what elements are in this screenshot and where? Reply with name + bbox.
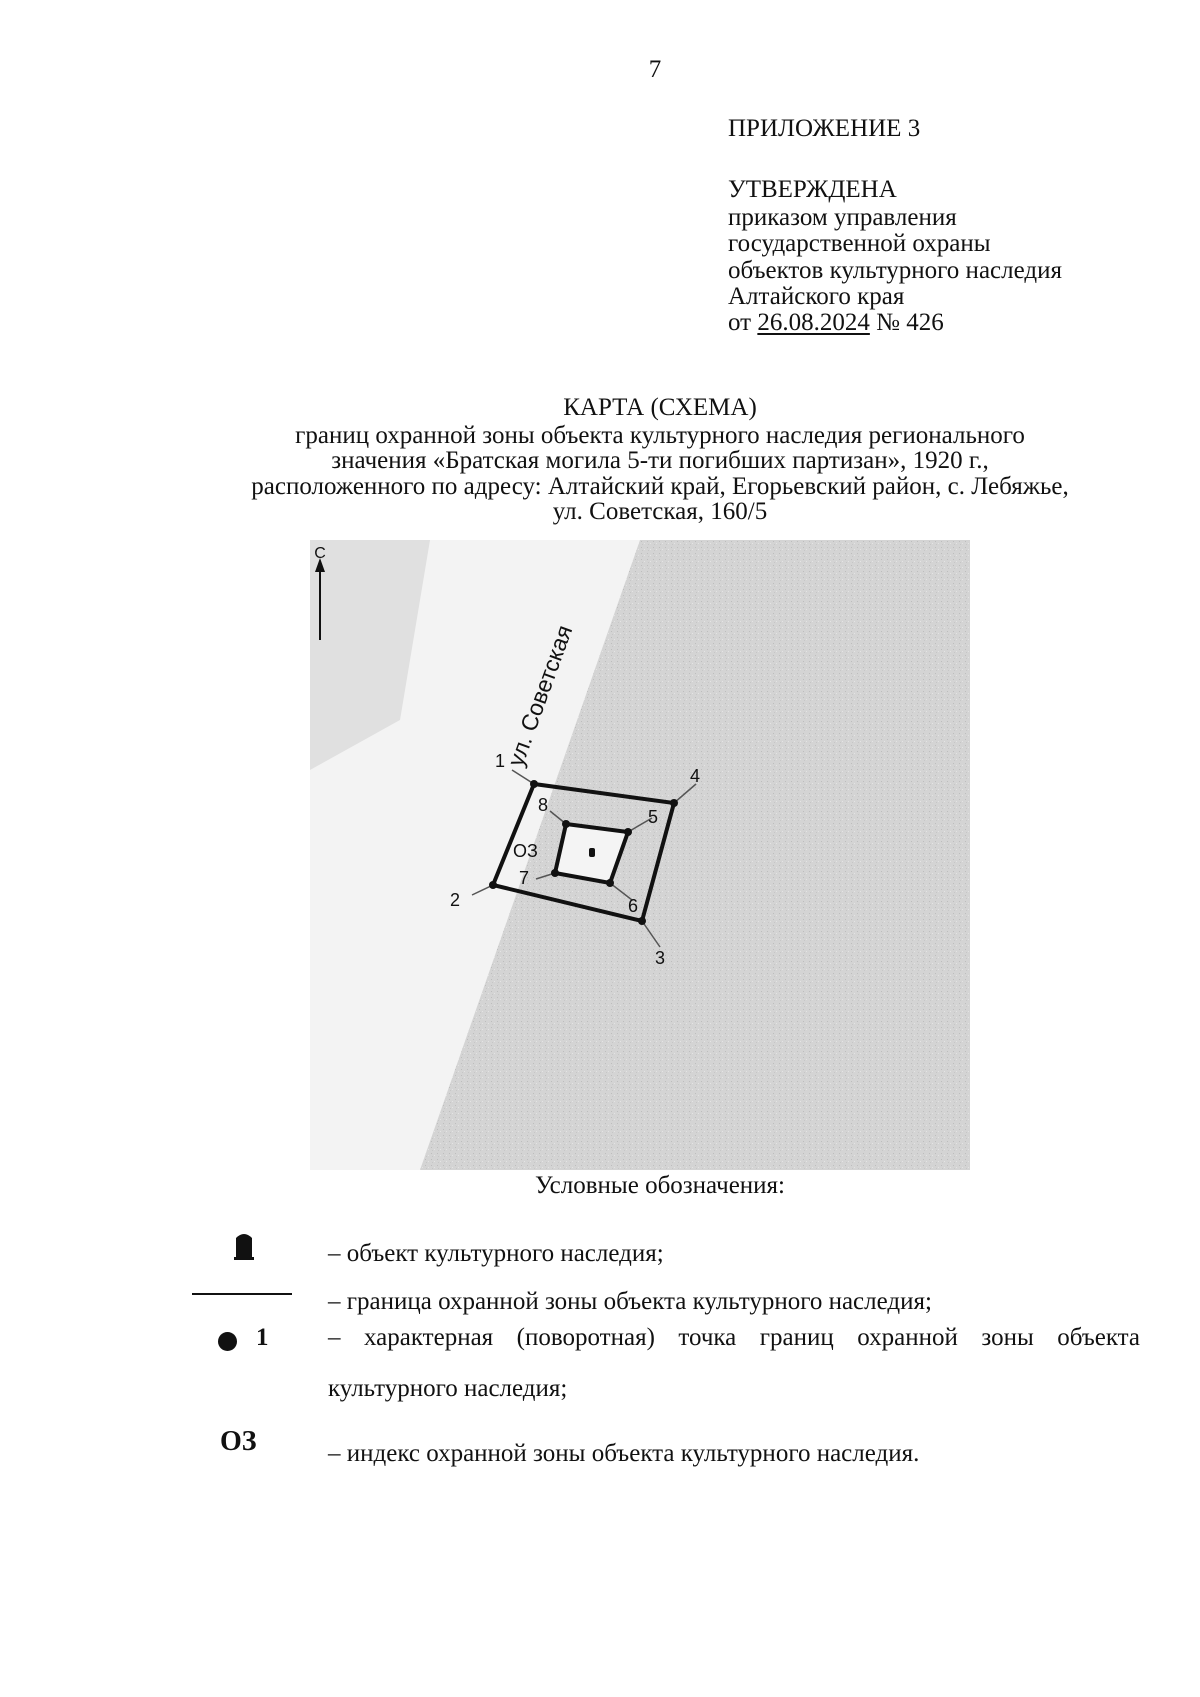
- appendix-label: ПРИЛОЖЕНИЕ 3: [728, 115, 921, 142]
- legend-item-turning-point: [190, 1324, 1140, 1424]
- boundary-line-icon: [192, 1293, 292, 1295]
- point-label-1: 1: [495, 751, 506, 771]
- order-line: Алтайского края: [728, 282, 905, 310]
- point-label-2: 2: [450, 890, 461, 910]
- order-date: 26.08.2024: [757, 309, 870, 336]
- turning-point-5: [624, 828, 632, 836]
- legend-item-zone-index: [190, 1428, 1140, 1468]
- order-line: объектов культурного наследия: [728, 256, 1062, 284]
- turning-point-4: [670, 799, 678, 807]
- heritage-object-icon: [589, 848, 595, 857]
- order-line: государственной охраны: [728, 230, 991, 258]
- legend-title: Условные обозначения:: [534, 1172, 786, 1199]
- approved-label: УТВЕРЖДЕНА: [728, 175, 897, 203]
- legend-text: – характерная (поворотная) точка границ охранной зоны объекта культурного наследия;: [328, 1324, 1140, 1403]
- zone-label: ОЗ: [513, 841, 538, 861]
- map-subtitle-line: значения «Братская могила 5-ти погибших партизан», 1920 г.,: [331, 447, 989, 475]
- point-label-8: 8: [538, 795, 549, 815]
- turning-point-1: [530, 780, 538, 788]
- turning-point-8: [562, 820, 570, 828]
- turning-point-6: [606, 879, 614, 887]
- turning-point-3: [638, 917, 646, 925]
- point-label-6: 6: [628, 896, 639, 916]
- map-figure: [310, 540, 970, 1170]
- legend-item-boundary: [190, 1276, 1140, 1316]
- turning-point-2: [489, 881, 497, 889]
- map-subtitle-line: границ охранной зоны объекта культурного наследия регионального: [295, 421, 1025, 449]
- order-line: приказом управления: [728, 204, 957, 231]
- page-number: 7: [648, 56, 662, 83]
- heritage-object-icon: [233, 1230, 255, 1260]
- turning-point-7: [551, 869, 559, 877]
- map-subtitle-line: расположенного по адресу: Алтайский край, Егорьевский район, с. Лебяжье,: [251, 472, 1069, 500]
- point-label-4: 4: [690, 766, 701, 786]
- legend-text: – индекс охранной зоны объекта культурного наследия.: [328, 1440, 920, 1467]
- turning-point-dot-icon: [218, 1332, 237, 1351]
- order-date-prefix: от: [728, 309, 752, 336]
- map-title: КАРТА (СХЕМА): [563, 394, 757, 421]
- point-label-3: 3: [655, 948, 666, 968]
- north-label: С: [314, 545, 326, 562]
- map-heading: [60, 394, 1200, 525]
- legend-item-heritage-object: [190, 1228, 1140, 1268]
- street-label: ул. Советская: [502, 621, 578, 770]
- legend-text: – объект культурного наследия;: [328, 1240, 664, 1267]
- turning-point-sample: 1: [256, 1324, 269, 1351]
- appendix-block: [728, 114, 1062, 336]
- order-number: № 426: [876, 309, 944, 336]
- zone-index-symbol: ОЗ: [220, 1426, 257, 1457]
- site-map: [310, 540, 970, 1170]
- map-subtitle-line: ул. Советская, 160/5: [552, 498, 768, 526]
- legend-text: – граница охранной зоны объекта культурного наследия;: [328, 1288, 932, 1315]
- point-label-5: 5: [648, 807, 659, 827]
- point-label-7: 7: [519, 868, 530, 888]
- order-date-line: [728, 310, 1062, 336]
